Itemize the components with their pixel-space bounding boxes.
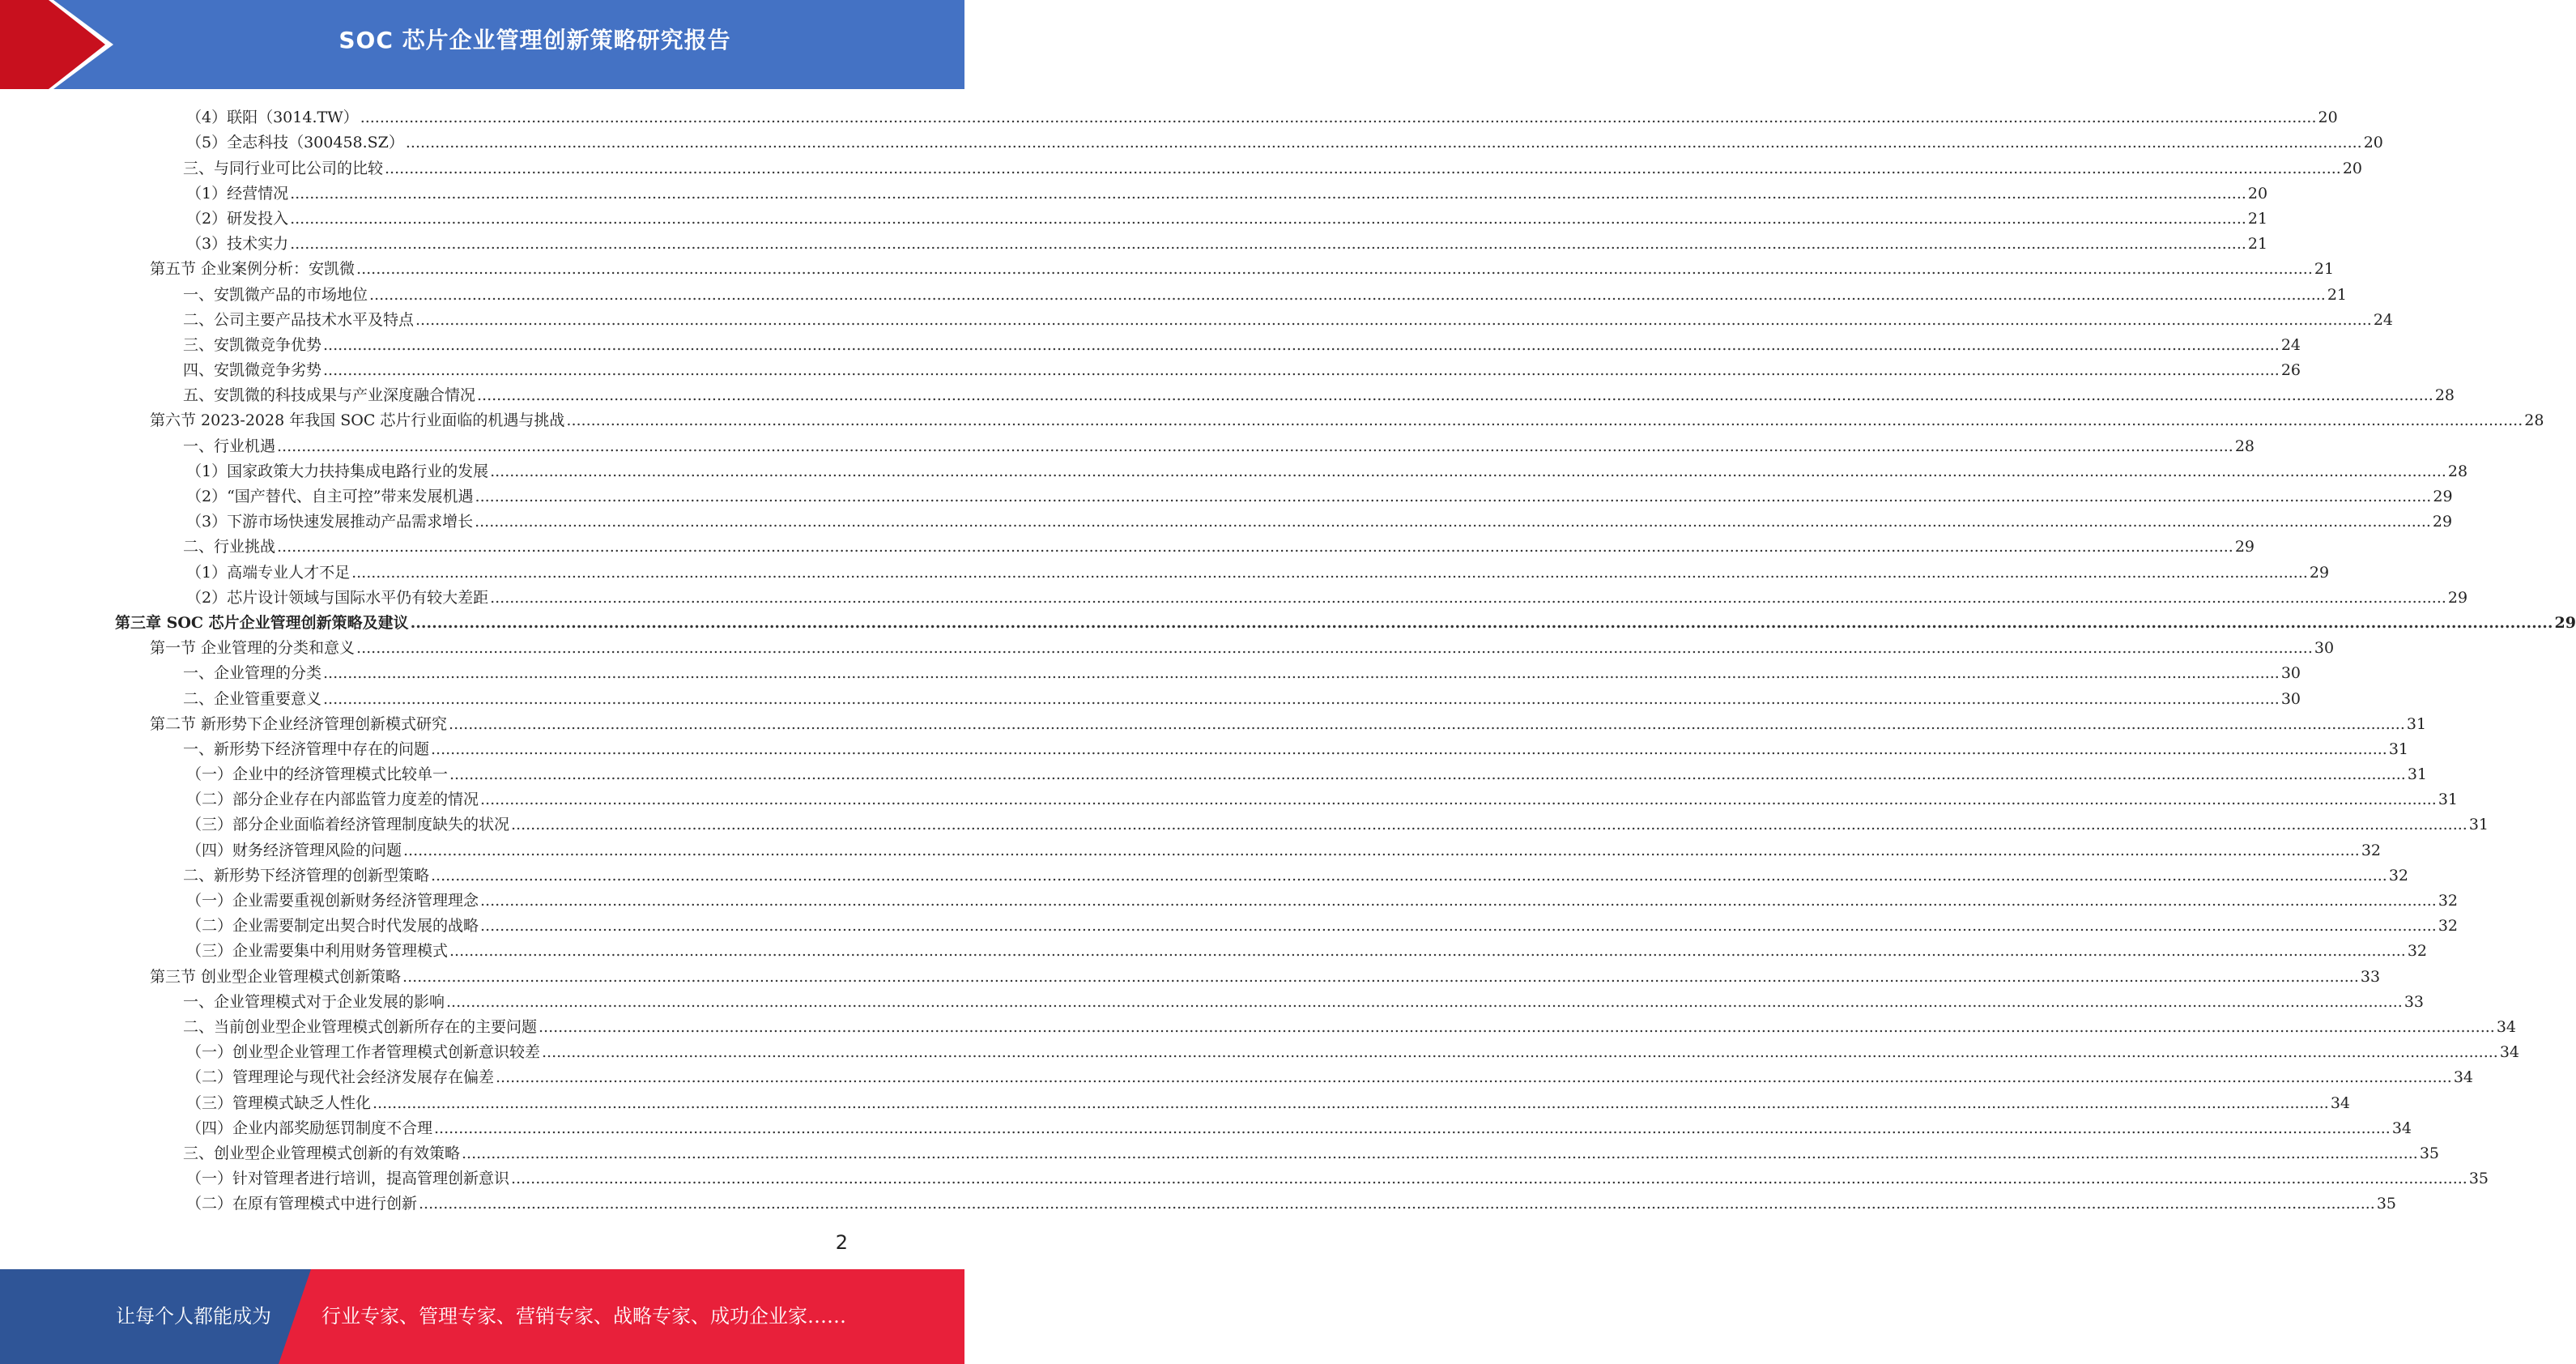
toc-entry[interactable] (0, 128, 2383, 153)
toc-leader-dots: ................................................................................................................................................................................................................................................................................................................................................................................................................ (402, 967, 2359, 986)
toc-entry[interactable] (0, 911, 2459, 936)
toc-entry[interactable] (0, 684, 2301, 709)
toc-entry-page: 34 (2330, 1093, 2351, 1112)
toc-entry-title: （1）经营情况 (186, 184, 289, 202)
toc-entry-title: 第五节 企业案例分析：安凯微 (150, 260, 356, 279)
toc-entry-title: 一、新形势下经济管理中存在的问题 (183, 740, 430, 758)
toc-leader-dots: ................................................................................................................................................................................................................................................................................................................................................................................................................ (351, 563, 2308, 582)
toc-entry-page: 20 (2318, 109, 2338, 127)
toc-entry-page: 21 (2314, 260, 2335, 279)
toc-entry-title: （一）针对管理者进行培训，提高管理创新意识 (186, 1170, 510, 1188)
toc-entry[interactable] (0, 1063, 2474, 1088)
toc-leader-dots: ................................................................................................................................................................................................................................................................................................................................................................................................................ (446, 992, 2403, 1011)
toc-leader-dots: ................................................................................................................................................................................................................................................................................................................................................................................................................ (490, 462, 2446, 480)
toc-leader-dots: ................................................................................................................................................................................................................................................................................................................................................................................................................ (405, 134, 2362, 152)
toc-entry-page: 29 (2309, 563, 2330, 582)
toc-entry-title: 四、安凯微竞争劣势 (183, 361, 322, 380)
toc-leader-dots: ................................................................................................................................................................................................................................................................................................................................................................................................................ (480, 917, 2437, 936)
toc-entry-page: 20 (2247, 184, 2268, 202)
toc-entry-title: （三）部分企业面临着经济管理制度缺失的状况 (186, 816, 510, 834)
footer-slogan-left: 让每个人都能成为 (116, 1305, 271, 1328)
toc-entry-page: 34 (2496, 1017, 2517, 1036)
toc-entry-title: （三）管理模式缺乏人性化 (186, 1093, 372, 1112)
toc-entry[interactable] (0, 532, 2255, 557)
toc-entry-title: （一）企业需要重视创新财务经济管理理念 (186, 892, 479, 910)
toc-entry-page: 34 (2453, 1068, 2474, 1087)
toc-leader-dots: ................................................................................................................................................................................................................................................................................................................................................................................................................ (290, 209, 2246, 228)
toc-entry-page: 26 (2280, 361, 2301, 380)
toc-entry-page: 29 (2554, 613, 2576, 632)
toc-entry[interactable] (0, 936, 2428, 961)
toc-leader-dots: ................................................................................................................................................................................................................................................................................................................................................................................................................ (290, 235, 2246, 254)
toc-entry[interactable] (0, 1189, 2397, 1214)
toc-leader-dots: ................................................................................................................................................................................................................................................................................................................................................................................................................ (511, 816, 2467, 834)
toc-entry[interactable] (0, 961, 2381, 987)
toc-leader-dots: ................................................................................................................................................................................................................................................................................................................................................................................................................ (290, 184, 2246, 202)
toc-entry-page: 35 (2376, 1195, 2397, 1213)
toc-leader-dots: ................................................................................................................................................................................................................................................................................................................................................................................................................ (415, 310, 2372, 329)
toc-entry-page: 31 (2407, 765, 2428, 784)
toc-entry[interactable] (0, 482, 2453, 507)
toc-leader-dots: ................................................................................................................................................................................................................................................................................................................................................................................................................ (385, 159, 2341, 177)
toc-entry-title: （2）芯片设计领域与国际水平仍有较大差距 (186, 588, 489, 607)
page-footer (0, 1269, 964, 1364)
toc-leader-dots: ................................................................................................................................................................................................................................................................................................................................................................................................................ (539, 1017, 2495, 1036)
toc-entry[interactable] (0, 861, 2409, 886)
toc-leader-dots: ................................................................................................................................................................................................................................................................................................................................................................................................................ (490, 588, 2446, 607)
toc-leader-dots: ................................................................................................................................................................................................................................................................................................................................................................................................................ (477, 386, 2433, 405)
toc-entry[interactable] (0, 735, 2409, 760)
toc-leader-dots: ................................................................................................................................................................................................................................................................................................................................................................................................................ (323, 689, 2280, 708)
toc-entry-title: （二）部分企业存在内部监管力度差的情况 (186, 791, 479, 809)
toc-leader-dots: ................................................................................................................................................................................................................................................................................................................................................................................................................ (496, 1068, 2452, 1087)
toc-entry-title: （四）企业内部奖励惩罚制度不合理 (186, 1119, 433, 1137)
toc-entry-page: 33 (2404, 992, 2425, 1011)
toc-entry-title: 第三章 SOC 芯片企业管理创新策略及建议 (115, 613, 409, 632)
toc-leader-dots: ................................................................................................................................................................................................................................................................................................................................................................................................................ (431, 740, 2387, 758)
report-title: SOC 芯片企业管理创新策略研究报告 (338, 27, 731, 53)
toc-entry[interactable] (0, 1012, 2517, 1038)
toc-leader-dots: ................................................................................................................................................................................................................................................................................................................................................................................................................ (511, 1170, 2467, 1188)
toc-entry-title: （二）企业需要制定出契合时代发展的战略 (186, 917, 479, 936)
toc-entry[interactable] (0, 835, 2382, 860)
toc-leader-dots: ................................................................................................................................................................................................................................................................................................................................................................................................................ (323, 335, 2280, 354)
toc-entry[interactable] (0, 583, 2468, 608)
toc-entry-title: （4）联阳（3014.TW） (186, 109, 359, 127)
toc-entry-title: 三、与同行业可比公司的比较 (183, 159, 384, 177)
toc-leader-dots: ................................................................................................................................................................................................................................................................................................................................................................................................................ (475, 488, 2432, 505)
toc-entry-page: 31 (2406, 714, 2427, 733)
toc-leader-dots: ................................................................................................................................................................................................................................................................................................................................................................................................................ (356, 260, 2313, 279)
toc-entry-title: 第六节 2023-2028 年我国 SOC 芯片行业面临的机遇与挑战 (150, 411, 565, 430)
toc-entry[interactable] (0, 633, 2335, 659)
toc-leader-dots: ................................................................................................................................................................................................................................................................................................................................................................................................................ (323, 664, 2280, 683)
toc-entry[interactable] (0, 330, 2301, 356)
toc-entry[interactable] (0, 987, 2425, 1012)
toc-entry-page: 30 (2280, 689, 2301, 708)
toc-leader-dots: ................................................................................................................................................................................................................................................................................................................................................................................................................ (449, 714, 2405, 733)
toc-entry[interactable] (0, 229, 2268, 254)
header-arrow-icon (0, 0, 130, 89)
toc-entry-title: 一、行业机遇 (183, 437, 276, 455)
toc-entry-page: 20 (2342, 159, 2363, 177)
toc-entry-title: 五、安凯微的科技成果与产业深度融合情况 (183, 386, 476, 405)
toc-entry-title: （2）研发投入 (186, 209, 289, 228)
toc-entry[interactable] (0, 1139, 2440, 1164)
toc-entry-title: （三）企业需要集中利用财务管理模式 (186, 942, 449, 961)
toc-leader-dots: ................................................................................................................................................................................................................................................................................................................................................................................................................ (277, 538, 2233, 556)
toc-entry-title: （一）企业中的经济管理模式比较单一 (186, 765, 449, 784)
page-header (0, 0, 964, 89)
toc-entry[interactable] (0, 381, 2455, 406)
toc-entry-page: 32 (2407, 942, 2428, 961)
toc-entry-title: 一、企业管理模式对于企业发展的影响 (183, 992, 445, 1011)
toc-entry-page: 31 (2438, 791, 2459, 809)
toc-leader-dots: ................................................................................................................................................................................................................................................................................................................................................................................................................ (566, 411, 2523, 430)
toc-entry-page: 32 (2388, 866, 2409, 884)
toc-entry-page: 28 (2234, 437, 2255, 455)
toc-entry-title: 第三节 创业型企业管理模式创新策略 (150, 967, 402, 986)
toc-entry-page: 35 (2468, 1170, 2489, 1188)
toc-entry-page: 21 (2247, 209, 2268, 228)
toc-entry-title: 二、当前创业型企业管理模式创新所存在的主要问题 (183, 1017, 538, 1036)
toc-entry[interactable] (0, 305, 2394, 330)
toc-entry[interactable] (0, 457, 2468, 482)
toc-entry-page: 33 (2360, 967, 2381, 986)
toc-entry-title: 一、安凯微产品的市场地位 (183, 285, 368, 304)
toc-entry[interactable] (0, 1114, 2412, 1139)
toc-entry-title: 第一节 企业管理的分类和意义 (150, 639, 356, 658)
toc-entry-title: （二）管理理论与现代社会经济发展存在偏差 (186, 1068, 495, 1087)
toc-entry-page: 31 (2388, 740, 2409, 758)
toc-entry[interactable] (0, 1088, 2351, 1113)
toc-entry-title: （5）全志科技（300458.SZ） (186, 134, 404, 152)
toc-entry-title: 第二节 新形势下企业经济管理创新模式研究 (150, 714, 448, 733)
toc-entry-page: 32 (2438, 892, 2459, 910)
toc-leader-dots: ................................................................................................................................................................................................................................................................................................................................................................................................................ (480, 791, 2437, 809)
toc-entry-title: （1）国家政策大力扶持集成电路行业的发展 (186, 462, 489, 480)
table-of-contents (0, 103, 2576, 1214)
toc-entry-page: 24 (2373, 310, 2394, 329)
toc-entry[interactable] (0, 431, 2255, 456)
toc-entry-page: 28 (2434, 386, 2455, 405)
toc-entry-page: 28 (2524, 411, 2544, 430)
toc-entry[interactable] (0, 557, 2330, 582)
toc-entry[interactable] (0, 279, 2348, 305)
toc-entry-page: 32 (2438, 917, 2459, 936)
toc-entry[interactable] (0, 179, 2268, 204)
toc-entry[interactable] (0, 356, 2301, 381)
toc-entry-page: 35 (2419, 1144, 2440, 1162)
toc-leader-dots: ................................................................................................................................................................................................................................................................................................................................................................................................................ (360, 109, 2317, 127)
toc-entry[interactable] (0, 204, 2268, 229)
toc-entry-title: 二、公司主要产品技术水平及特点 (183, 310, 415, 329)
toc-entry-page: 32 (2361, 841, 2382, 859)
toc-entry[interactable] (0, 406, 2544, 431)
toc-leader-dots: ................................................................................................................................................................................................................................................................................................................................................................................................................ (419, 1195, 2375, 1213)
toc-entry[interactable] (0, 153, 2363, 178)
toc-leader-dots: ................................................................................................................................................................................................................................................................................................................................................................................................................ (356, 639, 2313, 658)
toc-entry-page: 29 (2433, 488, 2453, 505)
toc-entry-title: （二）在原有管理模式中进行创新 (186, 1195, 418, 1213)
toc-entry[interactable] (0, 886, 2459, 911)
toc-entry-page: 29 (2432, 513, 2453, 531)
toc-entry-title: 二、行业挑战 (183, 538, 276, 556)
toc-entry[interactable] (0, 710, 2427, 735)
toc-chapter-row[interactable] (0, 608, 2576, 633)
toc-entry-page: 29 (2234, 538, 2255, 556)
toc-entry-title: 二、新形势下经济管理的创新型策略 (183, 866, 430, 884)
toc-leader-dots: ................................................................................................................................................................................................................................................................................................................................................................................................................ (449, 765, 2406, 784)
toc-leader-dots: ................................................................................................................................................................................................................................................................................................................................................................................................................ (462, 1144, 2418, 1162)
toc-entry[interactable] (0, 1038, 2520, 1063)
toc-entry-page: 34 (2391, 1119, 2412, 1137)
toc-entry[interactable] (0, 785, 2459, 810)
toc-entry[interactable] (0, 760, 2428, 785)
toc-entry-page: 21 (2327, 285, 2348, 304)
toc-leader-dots: ................................................................................................................................................................................................................................................................................................................................................................................................................ (434, 1119, 2391, 1137)
toc-entry-title: （1）高端专业人才不足 (186, 563, 351, 582)
toc-entry-page: 24 (2280, 335, 2301, 354)
toc-entry-page: 21 (2247, 235, 2268, 254)
toc-entry[interactable] (0, 507, 2453, 532)
toc-entry-page: 31 (2468, 816, 2489, 834)
toc-leader-dots: ................................................................................................................................................................................................................................................................................................................................................................................................................ (542, 1043, 2498, 1062)
toc-entry[interactable] (0, 810, 2489, 835)
toc-leader-dots: ................................................................................................................................................................................................................................................................................................................................................................................................................ (277, 437, 2233, 455)
footer-slogan-right: 行业专家、管理专家、营销专家、战略专家、成功企业家…… (321, 1305, 846, 1328)
toc-entry-title: （3）下游市场快速发展推动产品需求增长 (186, 513, 474, 531)
toc-entry-page: 29 (2447, 588, 2468, 607)
toc-entry[interactable] (0, 103, 2338, 128)
toc-entry-title: （2）“国产替代、自主可控”带来发展机遇 (186, 488, 474, 505)
toc-entry[interactable] (0, 1164, 2489, 1189)
toc-entry-page: 28 (2447, 462, 2468, 480)
toc-entry-page: 20 (2363, 134, 2383, 152)
page-number: 2 (835, 1231, 848, 1254)
toc-entry-title: 一、企业管理的分类 (183, 664, 322, 683)
toc-entry[interactable] (0, 254, 2335, 279)
toc-leader-dots: ................................................................................................................................................................................................................................................................................................................................................................................................................ (475, 513, 2431, 531)
toc-leader-dots: ................................................................................................................................................................................................................................................................................................................................................................................................................ (410, 613, 2553, 632)
toc-leader-dots: ................................................................................................................................................................................................................................................................................................................................................................................................................ (480, 892, 2437, 910)
toc-leader-dots: ................................................................................................................................................................................................................................................................................................................................................................................................................ (369, 285, 2326, 304)
toc-entry-page: 30 (2314, 639, 2335, 658)
toc-leader-dots: ................................................................................................................................................................................................................................................................................................................................................................................................................ (323, 361, 2280, 380)
toc-entry-page: 34 (2499, 1043, 2520, 1062)
toc-entry-title: 三、创业型企业管理模式创新的有效策略 (183, 1144, 461, 1162)
toc-entry-title: 三、安凯微竞争优势 (183, 335, 322, 354)
toc-entry-title: 二、企业管重要意义 (183, 689, 322, 708)
toc-entry-page: 30 (2280, 664, 2301, 683)
toc-leader-dots: ................................................................................................................................................................................................................................................................................................................................................................................................................ (431, 866, 2387, 884)
toc-leader-dots: ................................................................................................................................................................................................................................................................................................................................................................................................................ (373, 1093, 2329, 1112)
toc-leader-dots: ................................................................................................................................................................................................................................................................................................................................................................................................................ (403, 841, 2360, 859)
toc-entry[interactable] (0, 659, 2301, 684)
toc-entry-title: （四）财务经济管理风险的问题 (186, 841, 402, 859)
toc-leader-dots: ................................................................................................................................................................................................................................................................................................................................................................................................................ (449, 942, 2406, 961)
toc-entry-title: （一）创业型企业管理工作者管理模式创新意识较差 (186, 1043, 541, 1062)
toc-entry-title: （3）技术实力 (186, 235, 289, 254)
